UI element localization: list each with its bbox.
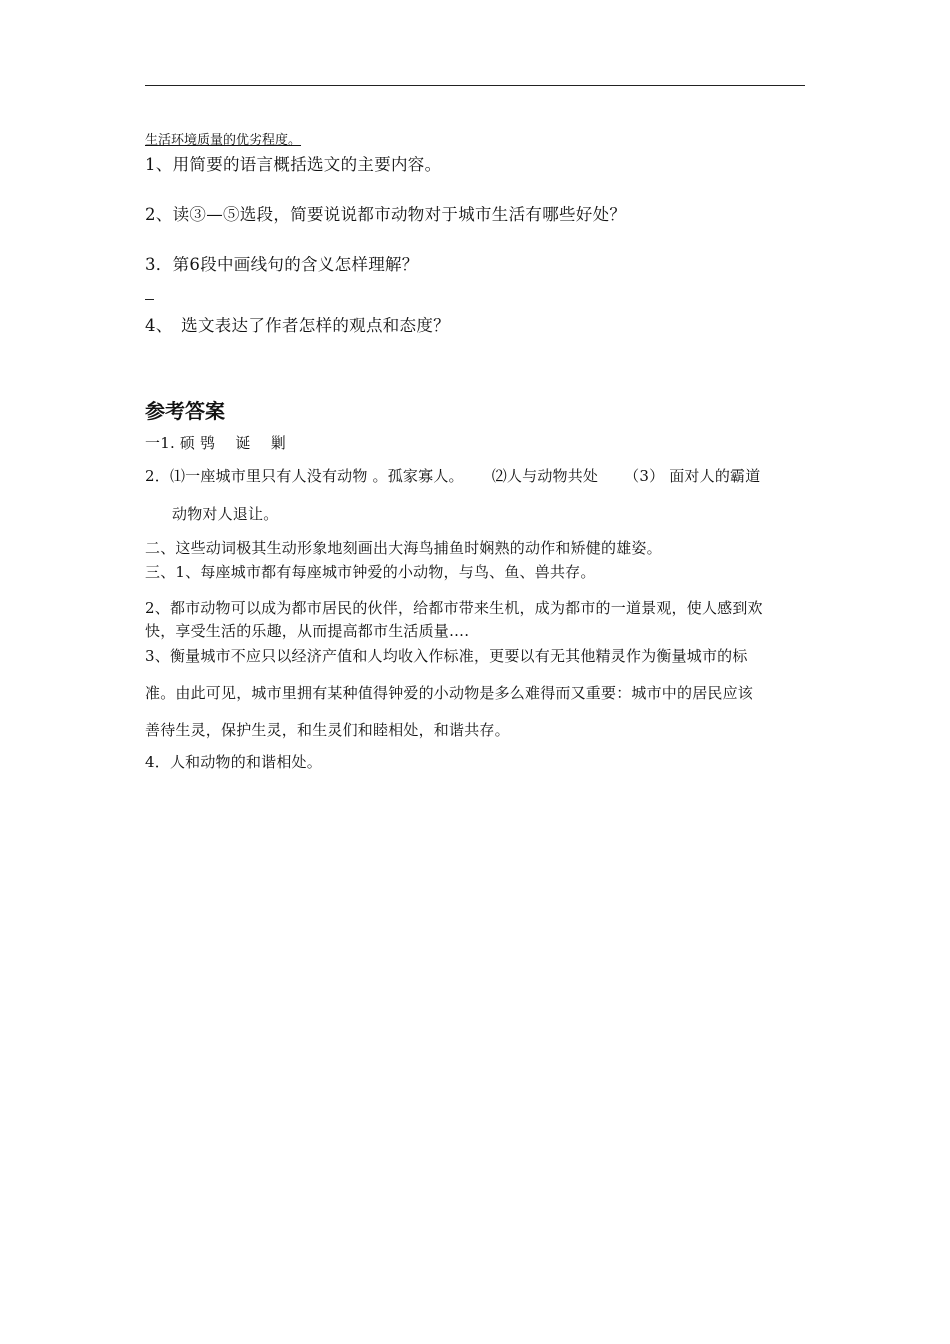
answer-3-1: 三、1、每座城市都有每座城市钟爱的小动物，与鸟、鱼、兽共存。 — [145, 563, 596, 581]
answer-1-2-part-b: ⑵人与动物共处 — [491, 467, 599, 485]
answer-4: 4．人和动物的和谐相处。 — [145, 753, 322, 771]
answer-3-2-line-2: 快，享受生活的乐趣，从而提高都市生活质量…. — [145, 622, 470, 640]
answer-1-2-part-a: 2．⑴一座城市里只有人没有动物 。孤家寡人。 — [145, 467, 464, 485]
answer-2: 二、这些动词极其生动形象地刻画出大海鸟捕鱼时娴熟的动作和矫健的雄姿。 — [145, 539, 662, 557]
header-rule — [145, 85, 805, 86]
answer-1-2 — [145, 465, 760, 486]
carryover-line: 生活环境质量的优劣程度。 — [145, 133, 302, 148]
answer-1-2-continued: 动物对人退让。 — [172, 505, 279, 523]
answer-3-3-line-2: 准。由此可见，城市里拥有某种值得钟爱的小动物是多么难得而又重要：城市中的居民应该 — [145, 684, 754, 702]
answer-3-3-line-3: 善待生灵，保护生灵，和生灵们和睦相处，和谐共存。 — [145, 721, 510, 739]
answer-1-1: 一1. 硕 鸮 诞 剿 — [145, 434, 286, 452]
blank-dash — [145, 299, 154, 300]
answer-3-2-line-1: 2、都市动物可以成为都市居民的伙伴，给都市带来生机，成为都市的一道景观，使人感到欢 — [145, 599, 763, 617]
question-3: 3．第6段中画线句的含义怎样理解？ — [145, 255, 419, 274]
answer-3-3-line-1: 3、衡量城市不应只以经济产值和人均收入作标准，更要以有无其他精灵作为衡量城市的标 — [145, 647, 748, 665]
answer-1-2-part-c: （3） 面对人的霸道 — [624, 467, 761, 485]
question-1: 1、用简要的语言概括选文的主要内容。 — [145, 155, 442, 174]
answers-heading: 参考答案 — [145, 399, 225, 423]
question-4: 4、 选文表达了作者怎样的观点和态度？ — [145, 316, 450, 335]
question-2: 2、读③—⑤选段，简要说说都市动物对于城市生活有哪些好处？ — [145, 205, 627, 224]
